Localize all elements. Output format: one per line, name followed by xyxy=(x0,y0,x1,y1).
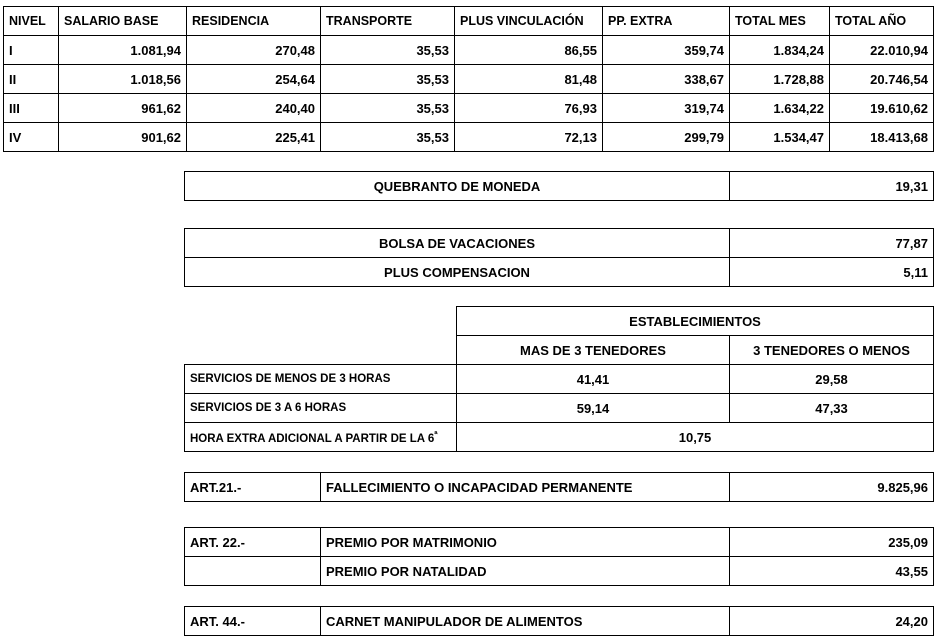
hora-extra-label-text: HORA EXTRA ADICIONAL A PARTIR DE LA 6 xyxy=(190,432,435,445)
cell-nivel: II xyxy=(4,65,59,94)
cell-pp-extra: 299,79 xyxy=(603,123,730,152)
cell-total-ano: 22.010,94 xyxy=(830,36,934,65)
art22-article-number: ART. 22.- xyxy=(185,528,321,557)
art22-premio-natalidad-label: PREMIO POR NATALIDAD xyxy=(321,557,730,586)
cell-transporte: 35,53 xyxy=(321,94,455,123)
art21-table xyxy=(184,472,934,502)
cell-pp-extra: 319,74 xyxy=(603,94,730,123)
cell-pp-extra: 359,74 xyxy=(603,36,730,65)
table-row xyxy=(4,123,934,152)
art22-premio-matrimonio-label: PREMIO POR MATRIMONIO xyxy=(321,528,730,557)
table-row xyxy=(185,336,934,365)
table-row xyxy=(185,258,934,287)
art44-label: CARNET MANIPULADOR DE ALIMENTOS xyxy=(321,607,730,636)
row-label-servicios-3-a-6-horas: SERVICIOS DE 3 A 6 HORAS xyxy=(185,394,457,423)
quebranto-de-moneda-table xyxy=(184,171,934,201)
cell-transporte: 35,53 xyxy=(321,36,455,65)
cell-3-tenedores-o-menos: 47,33 xyxy=(730,394,934,423)
table-row xyxy=(4,36,934,65)
cell-total-ano: 19.610,62 xyxy=(830,94,934,123)
row-label-hora-extra-adicional xyxy=(185,423,457,452)
col-header-salario-base: SALARIO BASE xyxy=(59,7,187,36)
art21-label: FALLECIMIENTO O INCAPACIDAD PERMANENTE xyxy=(321,473,730,502)
cell-total-ano: 18.413,68 xyxy=(830,123,934,152)
col-header-total-mes: TOTAL MES xyxy=(730,7,830,36)
col-header-nivel: NIVEL xyxy=(4,7,59,36)
art44-value: 24,20 xyxy=(730,607,934,636)
table-row xyxy=(185,307,934,336)
art22-premio-matrimonio-value: 235,09 xyxy=(730,528,934,557)
cell-transporte: 35,53 xyxy=(321,65,455,94)
col-header-total-ano: TOTAL AÑO xyxy=(830,7,934,36)
table-row xyxy=(185,607,934,636)
spacer-cell xyxy=(185,307,457,336)
cell-hora-extra-value: 10,75 xyxy=(457,423,934,452)
cell-nivel: III xyxy=(4,94,59,123)
cell-3-tenedores-o-menos: 29,58 xyxy=(730,365,934,394)
cell-salario-base: 901,62 xyxy=(59,123,187,152)
col-header-transporte: TRANSPORTE xyxy=(321,7,455,36)
quebranto-label: QUEBRANTO DE MONEDA xyxy=(185,172,730,201)
art21-value: 9.825,96 xyxy=(730,473,934,502)
art21-article-number: ART.21.- xyxy=(185,473,321,502)
establecimientos-table xyxy=(184,306,934,452)
col-header-3-tenedores-o-menos: 3 TENEDORES O MENOS xyxy=(730,336,934,365)
table-row xyxy=(4,94,934,123)
plus-compensacion-label: PLUS COMPENSACION xyxy=(185,258,730,287)
col-header-residencia: RESIDENCIA xyxy=(187,7,321,36)
cell-residencia: 270,48 xyxy=(187,36,321,65)
cell-total-mes: 1.634,22 xyxy=(730,94,830,123)
cell-plus-vinculacion: 76,93 xyxy=(455,94,603,123)
cell-pp-extra: 338,67 xyxy=(603,65,730,94)
cell-plus-vinculacion: 81,48 xyxy=(455,65,603,94)
table-row xyxy=(185,365,934,394)
col-header-mas-de-3-tenedores: MAS DE 3 TENEDORES xyxy=(457,336,730,365)
plus-compensacion-value: 5,11 xyxy=(730,258,934,287)
cell-plus-vinculacion: 86,55 xyxy=(455,36,603,65)
cell-salario-base: 1.018,56 xyxy=(59,65,187,94)
spacer-cell xyxy=(185,336,457,365)
establecimientos-title: ESTABLECIMIENTOS xyxy=(457,307,934,336)
art22-table xyxy=(184,527,934,586)
cell-total-mes: 1.834,24 xyxy=(730,36,830,65)
table-row xyxy=(185,473,934,502)
cell-mas-3-tenedores: 41,41 xyxy=(457,365,730,394)
cell-residencia: 225,41 xyxy=(187,123,321,152)
cell-total-mes: 1.728,88 xyxy=(730,65,830,94)
table-row xyxy=(185,394,934,423)
cell-salario-base: 1.081,94 xyxy=(59,36,187,65)
cell-nivel: I xyxy=(4,36,59,65)
bolsa-vacaciones-label: BOLSA DE VACACIONES xyxy=(185,229,730,258)
table-row xyxy=(185,528,934,557)
table-row xyxy=(4,65,934,94)
col-header-pp-extra: PP. EXTRA xyxy=(603,7,730,36)
art22-empty-cell xyxy=(185,557,321,586)
cell-transporte: 35,53 xyxy=(321,123,455,152)
bolsa-vacaciones-value: 77,87 xyxy=(730,229,934,258)
art44-table xyxy=(184,606,934,636)
cell-residencia: 254,64 xyxy=(187,65,321,94)
table-header-row xyxy=(4,7,934,36)
hora-extra-label-ordinal: ª xyxy=(434,429,438,440)
row-label-servicios-menos-3-horas: SERVICIOS DE MENOS DE 3 HORAS xyxy=(185,365,457,394)
cell-nivel: IV xyxy=(4,123,59,152)
cell-mas-3-tenedores: 59,14 xyxy=(457,394,730,423)
col-header-plus-vinculacion: PLUS VINCULACIÓN xyxy=(455,7,603,36)
cell-salario-base: 961,62 xyxy=(59,94,187,123)
cell-total-ano: 20.746,54 xyxy=(830,65,934,94)
cell-residencia: 240,40 xyxy=(187,94,321,123)
art44-article-number: ART. 44.- xyxy=(185,607,321,636)
art22-premio-natalidad-value: 43,55 xyxy=(730,557,934,586)
table-row xyxy=(185,172,934,201)
salary-table xyxy=(3,6,934,152)
cell-plus-vinculacion: 72,13 xyxy=(455,123,603,152)
quebranto-value: 19,31 xyxy=(730,172,934,201)
table-row xyxy=(185,557,934,586)
cell-total-mes: 1.534,47 xyxy=(730,123,830,152)
table-row xyxy=(185,229,934,258)
table-row xyxy=(185,423,934,452)
bolsa-vacaciones-table xyxy=(184,228,934,287)
